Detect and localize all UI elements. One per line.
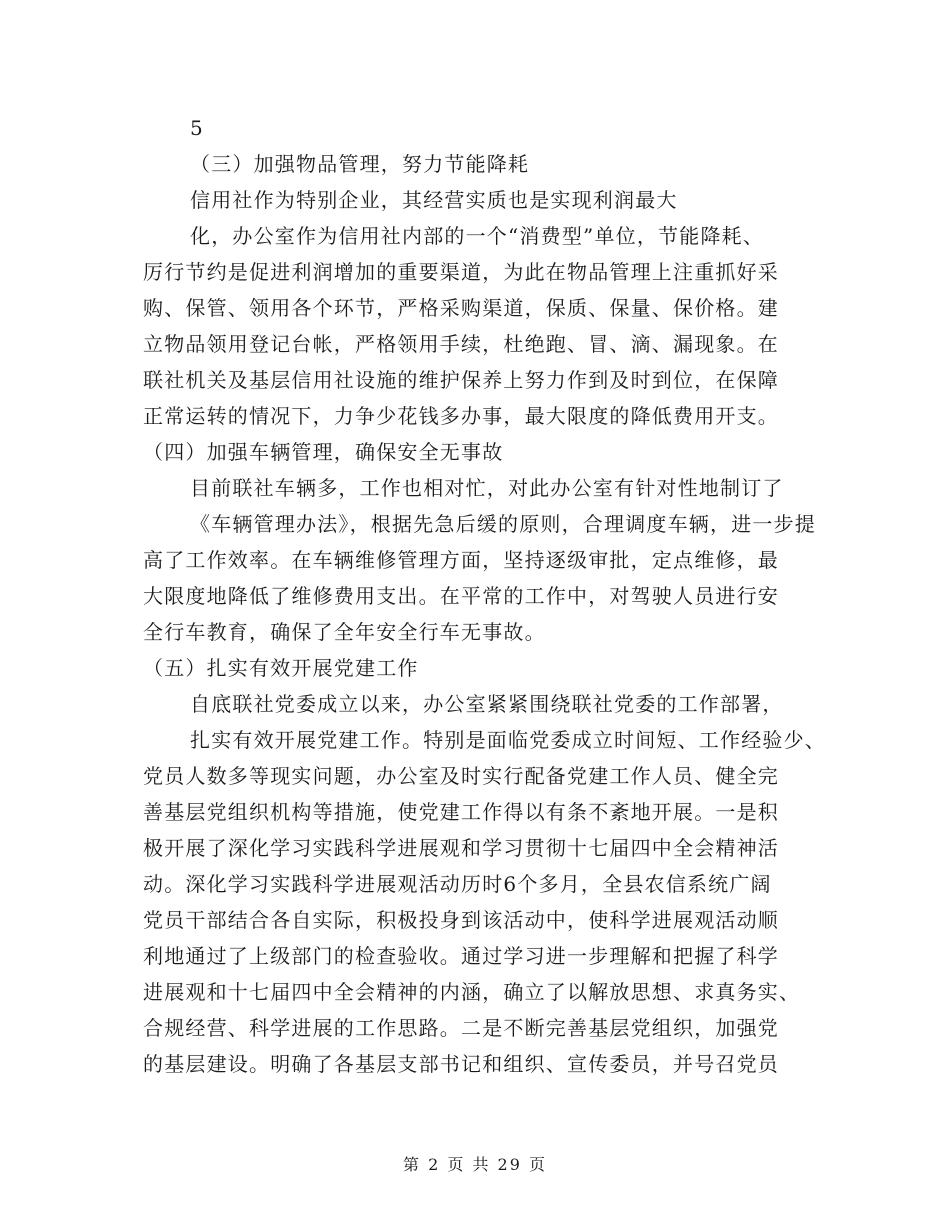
section-heading-5: 自底联社党委成立以来，办公室紧紧围绕联社党委的工作部署， xyxy=(190,692,784,716)
paragraph-line: 高了工作效率。在车辆维修管理方面，坚持逐级审批，定点维修，最 xyxy=(143,548,779,572)
paragraph-line: 进展观和十七届四中全会精神的内涵，确立了以解放思想、求真务实、 xyxy=(143,980,801,1004)
section-heading-4: 目前联社车辆多，工作也相对忙，对此办公室有针对性地制订了 xyxy=(190,476,784,500)
paragraph-line: 化，办公室作为信用社内部的一个“消费型”单位，节能降耗、 xyxy=(190,224,765,248)
paragraph-line: 扎实有效开展党建工作。特别是面临党委成立时间短、工作经验少、 xyxy=(190,728,826,752)
paragraph-line: 正常运转的情况下，力争少花钱多办事，最大限度的降低费用开支。 xyxy=(143,404,779,428)
paragraph-line: 信用社作为特别企业，其经营实质也是实现利润最大 xyxy=(190,188,678,212)
paragraph-line: 立物品领用登记台帐，严格领用手续，杜绝跑、冒、滴、漏现象。在 xyxy=(143,332,779,356)
page-number-fragment: 5 xyxy=(190,116,204,140)
paragraph-line: （五）扎实有效开展党建工作 xyxy=(143,656,419,680)
paragraph-line: （四）加强车辆管理，确保安全无事故 xyxy=(143,440,504,464)
paragraph-line: 联社机关及基层信用社设施的维护保养上努力作到及时到位，在保障 xyxy=(143,368,779,392)
paragraph-line: 全行车教育，确保了全年安全行车无事故。 xyxy=(143,620,546,644)
paragraph-line: 善基层党组织机构等措施，使党建工作得以有条不紊地开展。一是积 xyxy=(143,800,779,824)
paragraph-line: 动。深化学习实践科学进展观活动历时6个多月，全县农信系统广阔 xyxy=(143,872,772,896)
paragraph-line: 购、保管、领用各个环节，严格采购渠道，保质、保量、保价格。建 xyxy=(143,296,779,320)
paragraph-line: 利地通过了上级部门的检查验收。通过学习进一步理解和把握了科学 xyxy=(143,944,779,968)
section-heading-3: （三）加强物品管理，努力节能降耗 xyxy=(190,152,530,176)
paragraph-line: 大限度地降低了维修费用支出。在平常的工作中，对驾驶人员进行安 xyxy=(143,584,779,608)
paragraph-line: 极开展了深化学习实践科学进展观和学习贯彻十七届四中全会精神活 xyxy=(143,836,779,860)
paragraph-line: 党员干部结合各自实际，积极投身到该活动中，使科学进展观活动顺 xyxy=(143,908,779,932)
paragraph-line: 《车辆管理办法》，根据先急后缓的原则，合理调度车辆，进一步提 xyxy=(190,512,816,536)
paragraph-line: 厉行节约是促进利润增加的重要渠道，为此在物品管理上注重抓好采 xyxy=(143,260,779,284)
paragraph-line: 合规经营、科学进展的工作思路。二是不断完善基层党组织，加强党 xyxy=(143,1016,779,1040)
paragraph-line: 的基层建设。明确了各基层支部书记和组织、宣传委员，并号召党员 xyxy=(143,1052,779,1076)
page-footer: 第 2 页 共 29 页 xyxy=(403,1155,547,1174)
paragraph-line: 党员人数多等现实问题，办公室及时实行配备党建工作人员、健全完 xyxy=(143,764,779,788)
